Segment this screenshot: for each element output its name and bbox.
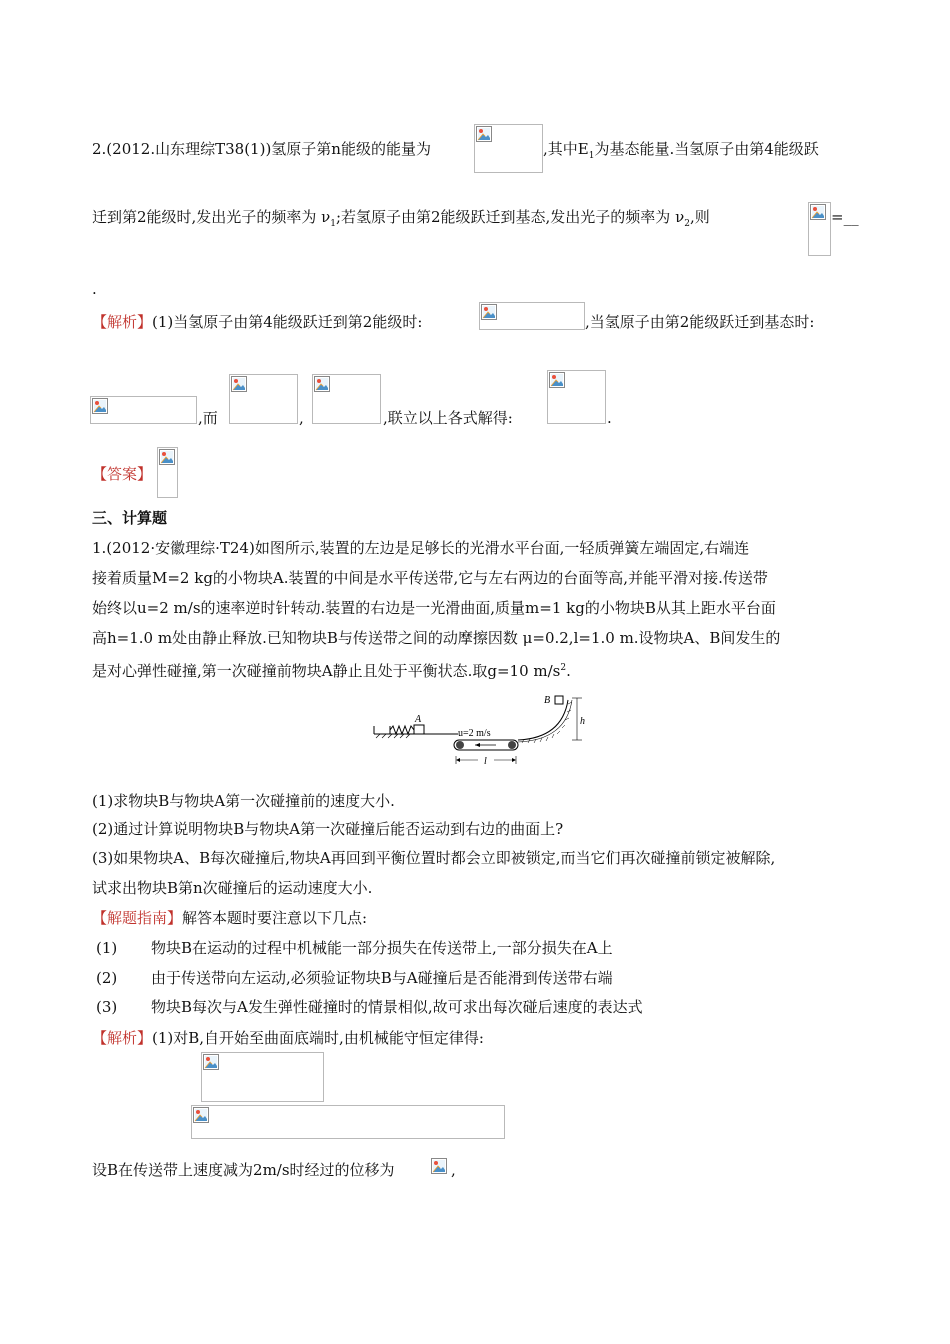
curved-ramp — [518, 700, 572, 743]
question-3b — [92, 877, 372, 899]
analysis-c-wrap — [198, 407, 218, 429]
last-line-text: 设B在传送带上速度减为2m/s时经过的位移为 — [92, 1161, 395, 1179]
q2-line1 — [92, 138, 431, 160]
formula-image-d — [312, 374, 381, 424]
section-heading-text: 三、计算题 — [92, 509, 168, 527]
guide-point-text: 物块B在运动的过程中机械能一部分损失在传送带上,一部分损失在A上 — [151, 939, 613, 957]
q2-line1-post-a: ,其中E — [543, 140, 589, 158]
q2-line2-sub1: 1 — [330, 219, 336, 229]
problem-text-1: 1.(2012·安徽理综·T24)如图所示,装置的左边是足够长的光滑水平台面,一轻质弹簧左端固定,右端连 — [92, 539, 750, 557]
analysis-text-a: (1)当氢原子由第4能级跃迁到第2能级时: — [152, 313, 423, 331]
problem-text-5-end: . — [566, 662, 571, 680]
broken-image-icon — [314, 376, 330, 392]
q2-analysis-line1 — [92, 311, 422, 333]
answer-line — [92, 463, 152, 485]
formula-image-velocity — [191, 1105, 505, 1139]
problem-line-3 — [92, 597, 776, 619]
q2-line1-text: 2.(2012.山东理综T38(1))氢原子第n能级的能量为 — [92, 140, 431, 158]
problem-line-4 — [92, 627, 780, 649]
problem-line-2 — [92, 567, 768, 589]
problem-line-5 — [92, 657, 571, 682]
label-a: A — [415, 714, 422, 725]
block-b — [555, 696, 563, 704]
broken-image-icon — [481, 304, 497, 320]
problem-analysis-text: (1)对B,自开始至曲面底端时,由机械能守恒定律得: — [152, 1029, 484, 1047]
formula-image-answer — [157, 447, 178, 498]
analysis-tag: 【解析】 — [92, 1029, 153, 1047]
broken-image-icon — [159, 449, 175, 465]
problem-text-5: 是对心弹性碰撞,第一次碰撞前物块A静止且处于平衡状态.取g=10 m/s — [92, 662, 561, 680]
analysis-e-wrap — [383, 407, 513, 429]
question-3a-text: (3)如果物块A、B每次碰撞后,物块A再回到平衡位置时都会立即被锁定,而当它们再次碰撞前锁定被解除, — [92, 849, 776, 867]
broken-image-icon — [203, 1054, 219, 1070]
analysis-tag: 【解析】 — [92, 313, 153, 331]
broken-image-icon — [231, 376, 247, 392]
analysis-text-c: ,而 — [198, 409, 218, 427]
analysis-text-d: , — [299, 409, 304, 427]
question-2-text: (2)通过计算说明物块B与物块A第一次碰撞后能否运动到右边的曲面上? — [92, 820, 564, 838]
formula-image-displacement — [431, 1157, 449, 1177]
guide-point-num: (1) — [96, 939, 118, 957]
broken-image-icon — [92, 398, 108, 414]
guide-point-text: 物块B每次与A发生弹性碰撞时的情景相似,故可求出每次碰后速度的表达式 — [151, 998, 643, 1016]
conveyor-belt — [454, 740, 518, 750]
q2-line2-sub2: 2 — [684, 219, 690, 229]
formula-image-e — [547, 370, 606, 424]
problem-text-5-sup: 2 — [560, 663, 567, 673]
guide-line — [92, 907, 367, 929]
formula-image-c — [229, 374, 298, 424]
formula-image-energy-eq — [201, 1052, 324, 1102]
broken-image-icon — [549, 372, 565, 388]
question-1-text: (1)求物块B与物块A第一次碰撞前的速度大小. — [92, 792, 395, 810]
q2-line2-b: ;若氢原子由第2能级跃迁到基态,发出光子的频率为 ν — [335, 208, 685, 226]
problem-analysis-line — [92, 1027, 484, 1049]
guide-point-2 — [96, 967, 613, 989]
last-line-tail-text: , — [451, 1161, 456, 1179]
label-b: B — [544, 695, 551, 706]
label-u: u=2 m/s — [458, 728, 491, 739]
conveyor-diagram — [372, 690, 622, 772]
answer-tag: 【答案】 — [92, 465, 153, 483]
problem-text-2: 接着质量M=2 kg的小物块A.装置的中间是水平传送带,它与左右两边的台面等高,并能平滑对接.传送带 — [92, 569, 768, 587]
q2-line1-sub: 1 — [588, 151, 595, 161]
question-3b-text: 试求出物块B第n次碰撞后的运动速度大小. — [92, 879, 373, 897]
q2-answer-blank: =__ — [831, 208, 859, 226]
label-h: h — [580, 716, 585, 727]
guide-tag: 【解题指南】 — [92, 909, 183, 927]
q2-line2-a: 迁到第2能级时,发出光子的频率为 ν — [92, 208, 331, 226]
label-l: l — [484, 756, 487, 767]
guide-point-1 — [96, 937, 613, 959]
question-3a — [92, 847, 775, 869]
analysis-text-f: . — [607, 409, 612, 427]
guide-text: 解答本题时要注意以下几点: — [182, 909, 368, 927]
analysis-text-b: ,当氢原子由第2能级跃迁到基态时: — [585, 313, 815, 331]
formula-image-energy — [474, 124, 543, 173]
guide-point-num: (3) — [96, 998, 118, 1016]
problem-text-4: 高h=1.0 m处由静止释放.已知物块B与传送带之间的动摩擦因数 μ=0.2,l=1.0 m.设物块A、B间发生的 — [92, 629, 781, 647]
spring — [390, 726, 414, 734]
guide-point-3 — [96, 996, 643, 1018]
problem-text-3: 始终以u=2 m/s的速率逆时针转动.装置的右边是一光滑曲面,质量m=1 kg的小物块B从其上距水平台面 — [92, 599, 776, 617]
q2-line2-blank — [831, 206, 859, 228]
broken-image-icon — [476, 126, 492, 142]
formula-image-ratio — [808, 202, 831, 256]
question-1 — [92, 790, 395, 812]
analysis-f-wrap — [607, 407, 612, 429]
q2-analysis-line1-tail — [585, 311, 814, 333]
broken-image-icon — [810, 204, 826, 220]
formula-image-b — [90, 396, 197, 424]
q2-line1-tail — [543, 138, 819, 167]
problem-line-1 — [92, 537, 749, 559]
analysis-d-wrap — [299, 407, 304, 429]
last-line — [92, 1159, 395, 1181]
broken-image-icon — [431, 1158, 447, 1174]
analysis-text-e: ,联立以上各式解得: — [383, 409, 513, 427]
section-heading — [92, 507, 167, 529]
block-a — [414, 725, 424, 734]
formula-image-a — [479, 302, 585, 330]
q2-line2 — [92, 206, 710, 235]
q2-line3-text: . — [92, 280, 97, 298]
q2-line1-post-b: 为基态能量.当氢原子由第4能级跃 — [594, 140, 819, 158]
broken-image-icon — [193, 1107, 209, 1123]
guide-point-num: (2) — [96, 969, 118, 987]
last-line-tail — [451, 1159, 456, 1181]
question-2 — [92, 818, 563, 840]
guide-point-text: 由于传送带向左运动,必须验证物块B与A碰撞后是否能滑到传送带右端 — [151, 969, 613, 987]
q2-line3 — [92, 278, 97, 300]
q2-line2-c: ,则 — [689, 208, 710, 226]
